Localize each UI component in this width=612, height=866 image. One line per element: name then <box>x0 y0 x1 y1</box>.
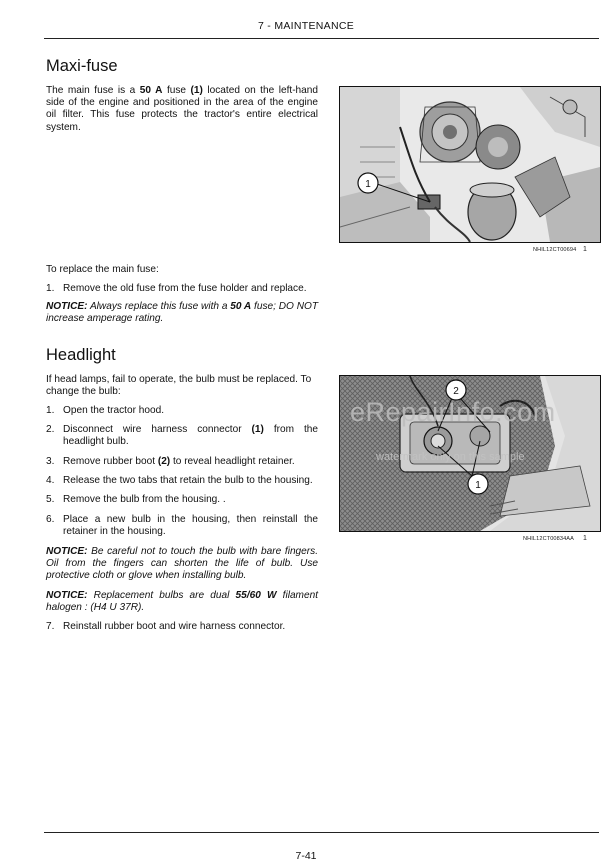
page-number: 7-41 <box>295 850 317 862</box>
maxi-fuse-figure-code: NHIL12CT00694 <box>533 247 577 253</box>
engine-illustration <box>340 87 600 242</box>
connector-callout-1: 1 <box>475 480 481 491</box>
headlight-intro: If head lamps, fail to operate, the bulb must be replaced. To change the bulb: <box>46 374 312 398</box>
section-title-maxi-fuse: Maxi-fuse <box>46 57 118 75</box>
header-rule <box>44 38 599 39</box>
footer-rule <box>44 832 599 833</box>
maxi-fuse-intro: The main fuse is a 50 A fuse (1) located on the left-hand side of the engine and positioned in the area of the engine oil filter. This fuse protects the tractor's entire electrical system. <box>46 85 319 133</box>
page-header: 7 - MAINTENANCE <box>257 20 355 32</box>
watermark-text: eRepairInfo.com <box>350 397 556 427</box>
maxi-fuse-notice: NOTICE: Always replace this fuse with a 50 A fuse; DO NOT increase amperage rating. <box>46 301 319 325</box>
headlight-figure-number: 1 <box>583 535 587 542</box>
watermark-subtext: watermark only on this sample <box>376 451 525 463</box>
maxi-fuse-figure-number: 1 <box>583 246 587 253</box>
boot-callout-2: 2 <box>453 386 459 397</box>
replace-fuse-intro: To replace the main fuse: <box>46 264 159 275</box>
maxi-fuse-figure <box>339 86 601 243</box>
headlight-notice-2: NOTICE: Replacement bulbs are dual 55/60 W filament halogen : (H4 U 37R). <box>46 590 318 614</box>
headlight-notice-1: NOTICE: Be careful not to touch the bulb with bare fingers. Oil from the fingers can shorten the life of bulb. Use protective cloth or glove when installing bulb. <box>46 546 318 582</box>
section-title-headlight: Headlight <box>46 346 116 364</box>
headlight-figure-code: NHIL12CT00834AA <box>523 536 574 542</box>
fuse-callout-1: 1 <box>365 179 371 190</box>
